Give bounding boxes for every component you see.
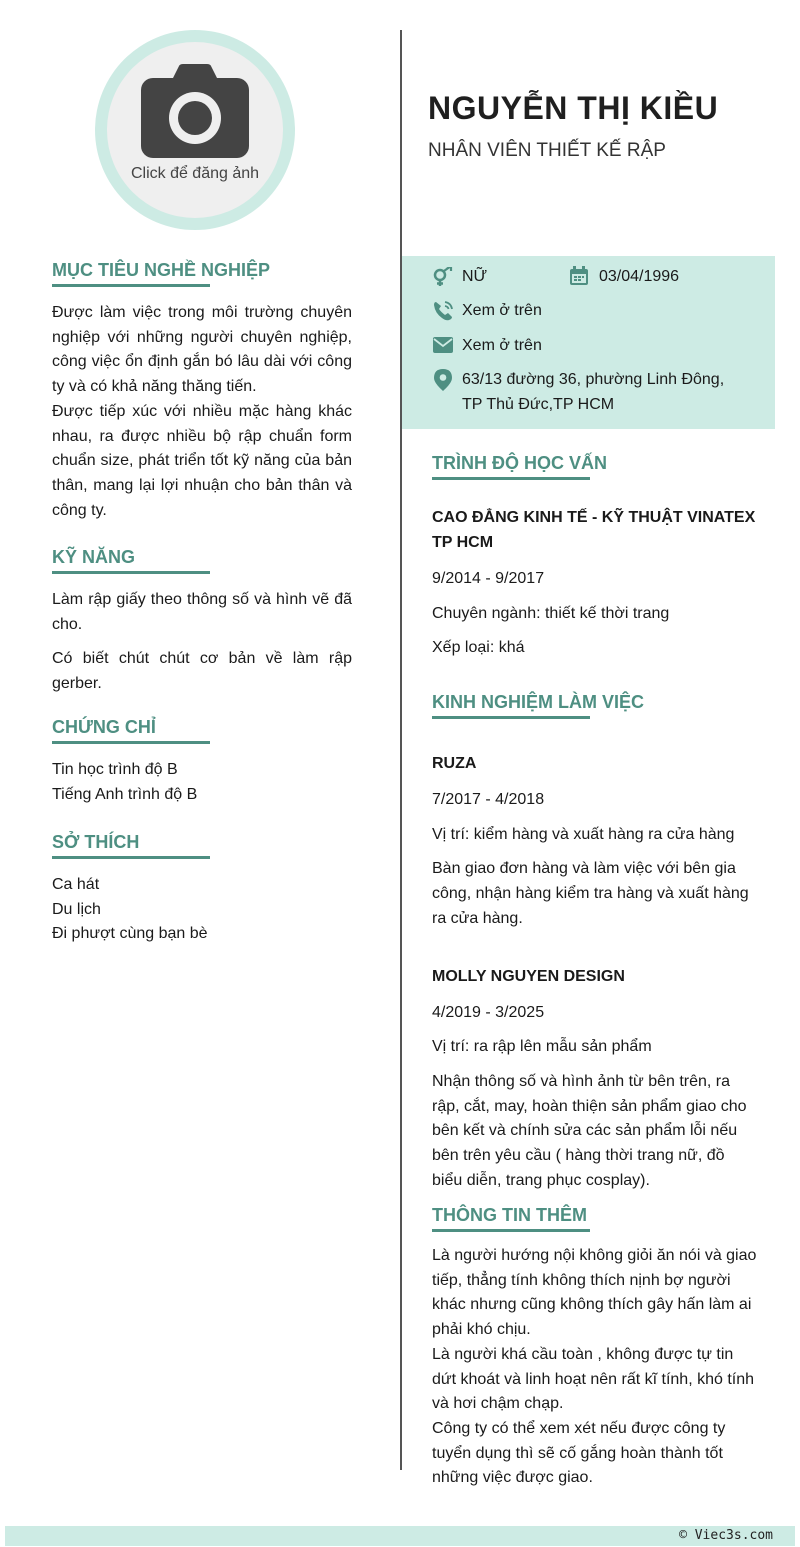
section-underline xyxy=(52,284,210,287)
gender-icon xyxy=(432,267,454,287)
section-title: MỤC TIÊU NGHỀ NGHIỆP xyxy=(52,260,271,280)
list-item: Du lịch xyxy=(52,900,101,918)
address-line2: TP Thủ Đức,TP HCM xyxy=(462,396,615,413)
section-title: CHỨNG CHỈ xyxy=(52,717,156,737)
avatar-upload[interactable] xyxy=(95,30,295,230)
footer-credit[interactable]: © Viec3s.com xyxy=(679,1528,773,1543)
calendar-icon xyxy=(569,266,589,286)
gender-value: NỮ xyxy=(462,268,488,285)
phone-icon xyxy=(433,301,453,321)
job-position: Vị trí: kiểm hàng và xuất hàng ra cửa hàng xyxy=(432,825,735,843)
list-item: Tin học trình độ B xyxy=(52,761,178,778)
section-underline xyxy=(432,716,590,719)
section-underline xyxy=(432,1229,590,1232)
section-title: SỞ THÍCH xyxy=(52,832,140,852)
avatar-caption: Click để đăng ảnh xyxy=(130,165,260,182)
column-divider xyxy=(400,30,402,1470)
school-name-2: TP HCM xyxy=(432,534,494,551)
job-position: Vị trí: ra rập lên mẫu sản phẩm xyxy=(432,1038,652,1056)
section-title: KỸ NĂNG xyxy=(52,547,136,567)
list-item: Có biết chút chút cơ bản về làm rập gerber. xyxy=(52,650,352,693)
list-item: Đi phượt cùng bạn bè xyxy=(52,925,208,943)
contact-info xyxy=(402,256,775,429)
birthday-value: 03/04/1996 xyxy=(599,268,680,285)
job-title: NHÂN VIÊN THIẾT KẾ RẬP xyxy=(428,140,666,161)
education-major: Chuyên ngành: thiết kế thời trang xyxy=(432,604,670,622)
job-company: RUZA xyxy=(432,755,477,772)
career-section xyxy=(52,258,352,523)
phone-value: Xem ở trên xyxy=(462,302,542,319)
section-underline xyxy=(52,741,210,744)
section-title: KINH NGHIỆM LÀM VIỆC xyxy=(432,692,645,712)
certificates-section xyxy=(52,715,352,807)
section-underline xyxy=(52,571,210,574)
email-icon xyxy=(433,337,453,353)
section-underline xyxy=(52,856,210,859)
job-description: Bàn giao đơn hàng và làm việc với bên gia công, nhận hàng kiểm tra hàng và xuất hàng ra cửa hàng. xyxy=(432,860,749,927)
candidate-name: NGUYỄN THỊ KIỀU xyxy=(428,90,719,126)
section-title: TRÌNH ĐỘ HỌC VẤN xyxy=(432,453,607,473)
list-item: Làm rập giấy theo thông số và hình vẽ đã cho. xyxy=(52,591,352,633)
job-period: 4/2019 - 3/2025 xyxy=(432,1003,545,1021)
career-text: Được làm việc trong môi trường chuyên nghiệp với những người chuyên nghiệp, công việc ổn định gắn bó lâu dài với công ty và có khả năng thăng tiến. xyxy=(52,304,352,396)
list-item: Ca hát xyxy=(52,876,100,893)
experience-section xyxy=(432,690,757,1193)
footer xyxy=(5,1526,795,1546)
career-text-2: Được tiếp xúc với nhiều mặc hàng khác nhau, ra được nhiều bộ rập chuẩn form chuẩn size, phát triển tốt kỹ năng của bản thân, mang lại lợi nhuận cho bản thân và công ty. xyxy=(52,402,352,519)
education-period: 9/2014 - 9/2017 xyxy=(432,570,545,587)
address-line1: 63/13 đường 36, phường Linh Đông, xyxy=(462,371,725,388)
job-company: MOLLY NGUYEN DESIGN xyxy=(432,967,625,985)
education-section xyxy=(432,451,757,661)
extra-paragraph: Là người khá cầu toàn , không được tự tin dứt khoát và linh hoạt nên rất kĩ tính, khó tính và hơi chậm chạp. xyxy=(432,1345,755,1413)
location-icon xyxy=(434,369,452,391)
section-underline xyxy=(432,477,590,480)
school-name: CAO ĐẲNG KINH TẾ - KỸ THUẬT VINATEX xyxy=(432,509,756,526)
job-period: 7/2017 - 4/2018 xyxy=(432,791,545,808)
hobbies-section xyxy=(52,830,352,947)
email-value: Xem ở trên xyxy=(462,337,542,354)
education-grade: Xếp loại: khá xyxy=(432,639,525,657)
avatar[interactable] xyxy=(107,42,283,218)
skills-section xyxy=(52,545,352,697)
list-item: Tiếng Anh trình độ B xyxy=(52,785,198,803)
extra-paragraph: Công ty có thể xem xét nếu được công ty tuyển dụng thì sẽ cố gắng hoàn thành tốt những việc được giao. xyxy=(432,1419,726,1487)
job-description: Nhận thông số và hình ảnh từ bên trên, ra rập, cắt, may, hoàn thiện sản phẩm giao cho bên kết và chính sửa các sản phẩm lỗi nếu bên trên yêu cầu ( hàng thời trang nữ, đồ biểu diễn, trang phục cosplay). xyxy=(432,1072,747,1189)
section-title: THÔNG TIN THÊM xyxy=(432,1205,587,1225)
extra-info-section xyxy=(432,1203,757,1491)
camera-icon xyxy=(141,64,249,158)
extra-paragraph: Là người hướng nội không giỏi ăn nói và giao tiếp, thẳng tính không thích nịnh bợ người khác nhưng cũng không thích gây hấn làm ai phải khó chịu. xyxy=(432,1247,757,1339)
